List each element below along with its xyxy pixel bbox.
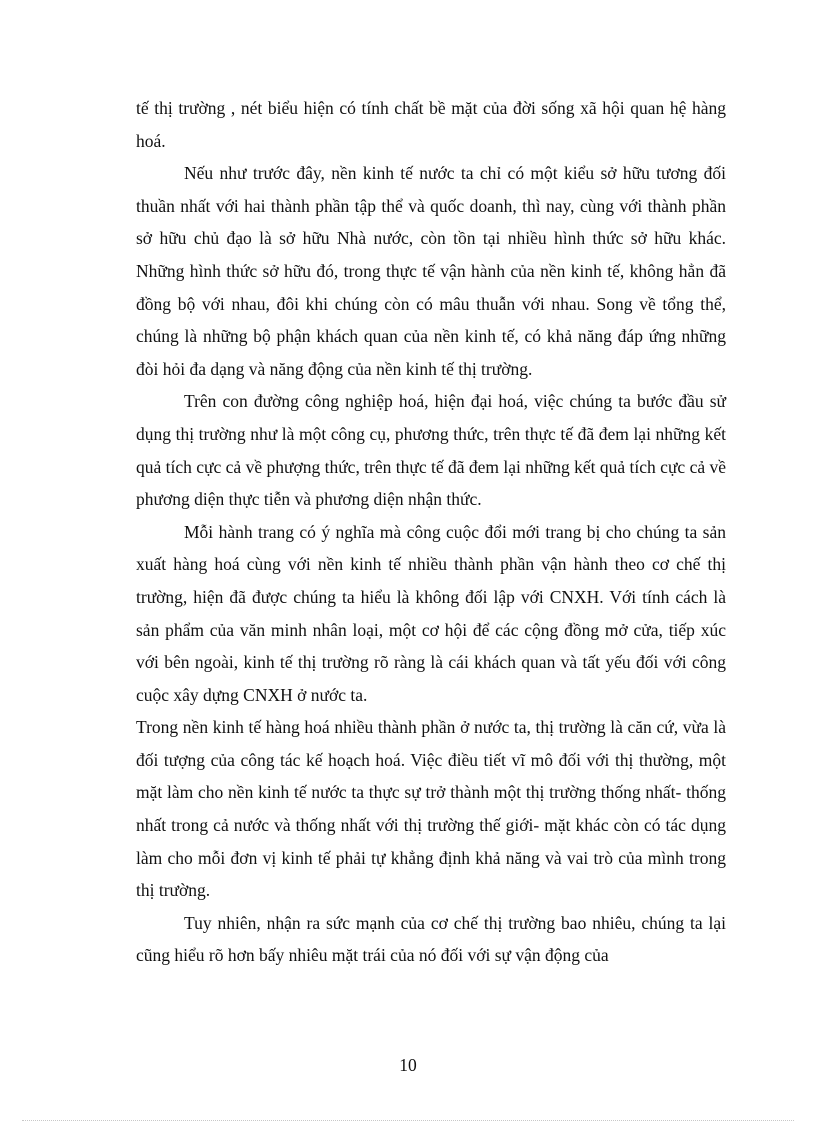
paragraph-continuation: tế thị trường , nét biểu hiện có tính chất bề mặt của đời sống xã hội quan hệ hàng hoá.	[136, 98, 726, 151]
paragraph-however: Tuy nhiên, nhận ra sức mạnh của cơ chế thị trường bao nhiêu, chúng ta lại cũng hiểu rõ hơn bấy nhiêu mặt trái của nó đối với sự vận động của	[136, 912, 726, 966]
paragraph-renovation: Mỗi hành trang có ý nghĩa mà công cuộc đổi mới trang bị cho chúng ta sản xuất hàng hoá cùng với nền kinh tế nhiều thành phần vận hành theo cơ chế thị trường, hiện đã được chúng ta hiểu là không đối lập với CNXH. Với tính cách là sản phẩm của văn minh nhân loại, một cơ hội để các cộng đồng mở cửa, tiếp xúc với bên ngoài, kinh tế thị trường rõ ràng là cái khách quan và tất yếu đối với công cuộc xây dựng CNXH ở nước ta.	[136, 521, 726, 705]
page-bottom-divider	[22, 1120, 794, 1121]
paragraph-ownership: Nếu như trước đây, nền kinh tế nước ta chỉ có một kiểu sở hữu tương đối thuần nhất với hai thành phần tập thể và quốc doanh, thì nay, cùng với thành phần sở hữu chủ đạo là sở hữu Nhà nước, còn tồn tại nhiều hình thức sở hữu khác. Những hình thức sở hữu đó, trong thực tế vận hành của nền kinh tế, không hẳn đã đồng bộ với nhau, đôi khi chúng còn có mâu thuẫn với nhau. Song về tổng thể, chúng là những bộ phận khách quan của nền kinh tế, có khả năng đáp ứng những đòi hỏi đa dạng và năng động của nền kinh tế thị trường.	[136, 163, 726, 379]
paragraph-industrialization: Trên con đường công nghiệp hoá, hiện đại hoá, việc chúng ta bước đầu sử dụng thị trường như là một công cụ, phương thức, trên thực tế đã đem lại những kết quả tích cực cả về phượng thức, trên thực tế đã đem lại những kết quả tích cực cả về phương diện thực tiễn và phương diện nhận thức.	[136, 391, 726, 510]
body-text	[136, 92, 726, 972]
paragraph-planning: Trong nền kinh tế hàng hoá nhiều thành phần ở nước ta, thị trường là căn cứ, vừa là đối tượng của công tác kế hoạch hoá. Việc điều tiết vĩ mô đối với thị thường, một mặt làm cho nền kinh tế nước ta thực sự trở thành một thị trường thống nhất- thống nhất trong cả nước và thống nhất với thị trường thế giới- mặt khác còn có tác dụng làm cho mỗi đơn vị kinh tế phải tự khẳng định khả năng và vai trò của mình trong thị trường.	[136, 717, 726, 901]
page-number: 10	[399, 1055, 417, 1075]
